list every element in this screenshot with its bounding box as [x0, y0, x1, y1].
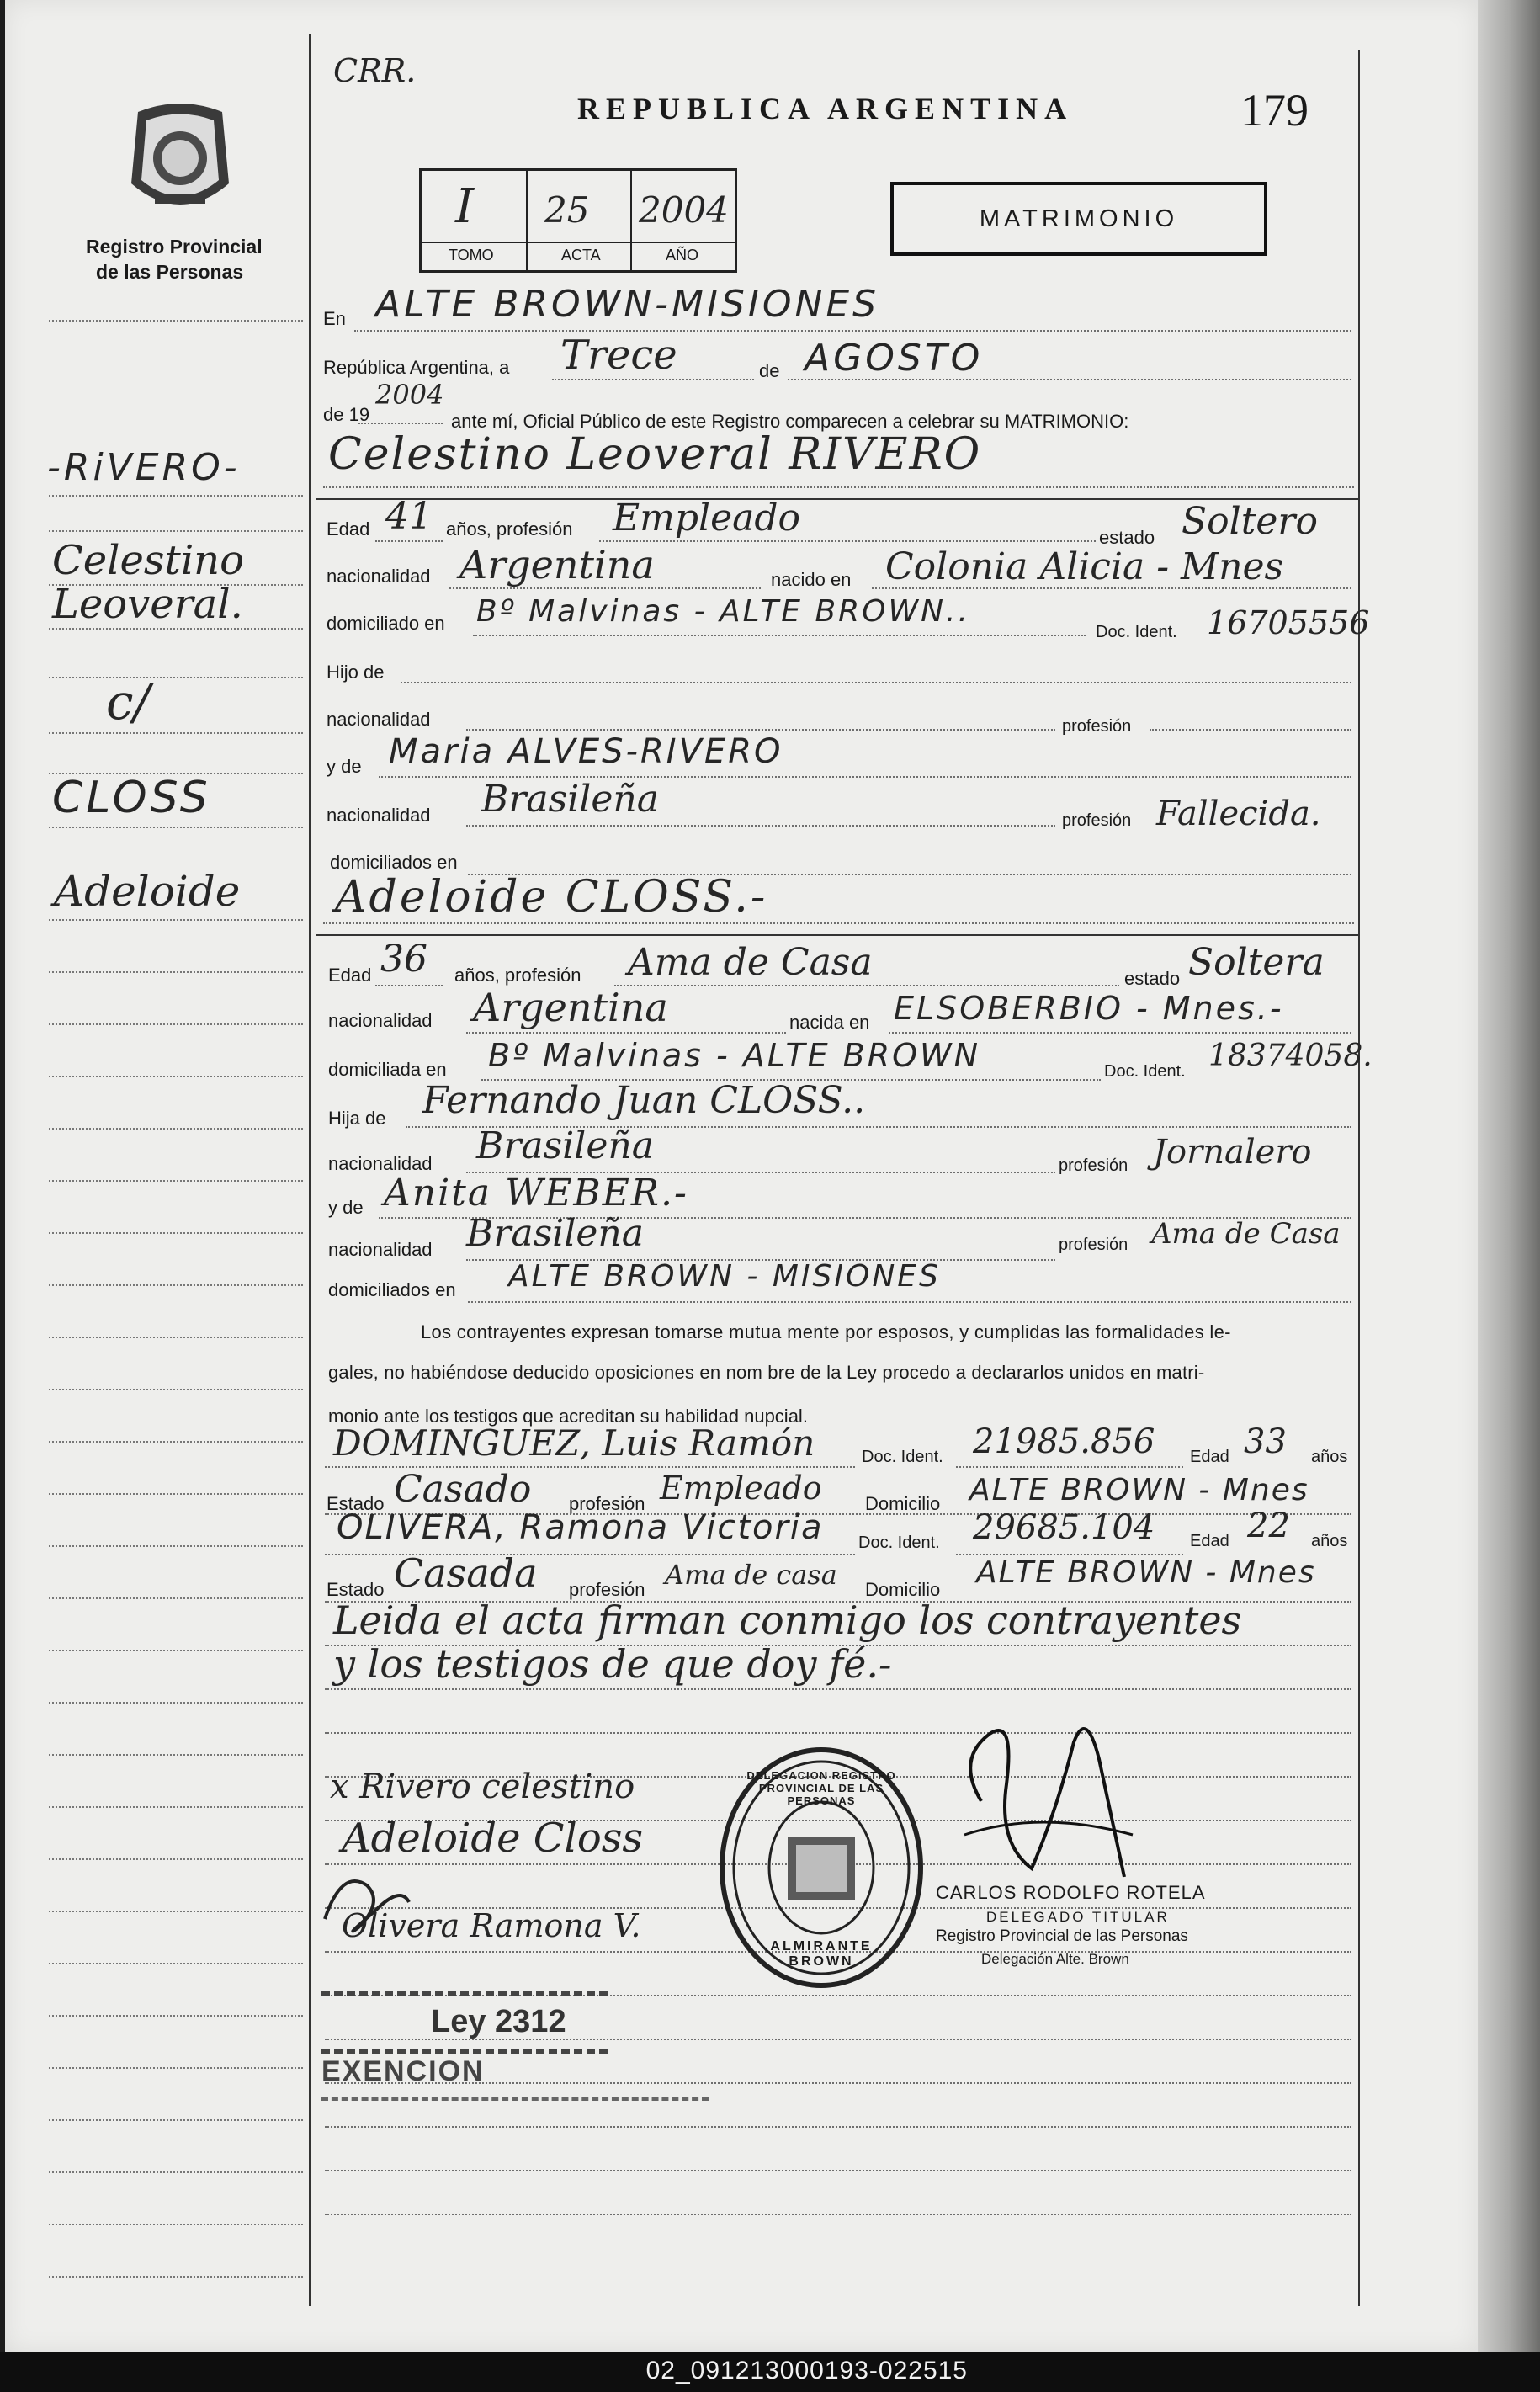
witness1-address: ALTE BROWN - Mnes — [969, 1473, 1309, 1507]
official-delegation: Delegación Alte. Brown — [981, 1951, 1129, 1967]
label-witness2-prof: profesión — [569, 1579, 645, 1600]
bride-mother-profession: Ama de Casa — [1151, 1217, 1341, 1251]
label-groom-estado: estado — [1099, 527, 1155, 548]
label-witness1-doc: Doc. Ident. — [862, 1448, 943, 1466]
official-name: CARLOS RODOLFO ROTELA — [936, 1882, 1206, 1903]
witness1-status: Casado — [394, 1468, 532, 1511]
label-bride-y-de: y de — [328, 1197, 364, 1218]
law-stamp — [321, 1991, 608, 2054]
label-groom-anos-prof: años, profesión — [446, 518, 573, 540]
label-groom-nacido: nacido en — [771, 569, 852, 590]
witness1-doc: 21985.856 — [973, 1422, 1155, 1461]
bride-birthplace: ELSOBERBIO - Mnes.- — [894, 990, 1284, 1027]
label-bride-nacida: nacida en — [789, 1012, 870, 1033]
groom-nationality: Argentina — [459, 542, 655, 587]
label-groom-mother-prof: profesión — [1062, 811, 1132, 830]
official-office: Registro Provincial de las Personas — [936, 1927, 1188, 1945]
bride-age: 36 — [380, 938, 427, 981]
provincial-emblem — [121, 99, 239, 226]
witness1-profession: Empleado — [660, 1470, 822, 1507]
document-type: MATRIMONIO — [979, 205, 1179, 232]
label-bride-edad: Edad — [328, 965, 372, 986]
legal-text-line3: monio ante los testigos que acreditan su habilidad nupcial. — [328, 1406, 808, 1427]
signature-scribble — [316, 1860, 417, 1948]
official-title: DELEGADO TITULAR — [986, 1909, 1170, 1925]
groom-mother-profession: Fallecida. — [1156, 795, 1321, 833]
official-signature — [931, 1709, 1150, 1906]
official-seal — [717, 1746, 926, 1990]
margin-bride-surname: CLOSS — [52, 773, 211, 823]
document-sheet — [5, 0, 1478, 2352]
label-de: de — [759, 360, 780, 381]
label-groom-domiciliados: domiciliados en — [330, 852, 458, 873]
label-bride-mother-nac: nacionalidad — [328, 1239, 433, 1260]
exemption-stamp-text: EXENCION — [321, 2055, 485, 2087]
closing-line2: y los testigos de que doy fé.- — [333, 1641, 892, 1687]
label-witness2-edad: Edad — [1190, 1532, 1229, 1550]
label-bride-nacionalidad: nacionalidad — [328, 1010, 433, 1031]
groom-profession: Empleado — [613, 497, 801, 540]
margin-divider — [309, 34, 311, 2306]
registry-name-line2: de las Personas — [96, 261, 244, 283]
label-bride-estado: estado — [1124, 968, 1181, 989]
label-groom-hijo: Hijo de — [327, 662, 385, 683]
closing-line1: Leida el acta firman conmigo los contrayentes — [333, 1597, 1242, 1643]
margin-bride-name: Adeloide — [54, 867, 241, 916]
witness2-status: Casada — [394, 1550, 538, 1596]
label-witness1-edad: Edad — [1190, 1448, 1229, 1466]
label-ante-mi: ante mí, Oficial Público de este Registro comparecen a celebrar su MATRIMONIO: — [451, 411, 1129, 432]
law-stamp-text: Ley 2312 — [431, 2004, 566, 2039]
label-groom-domiciliado: domiciliado en — [327, 613, 445, 634]
label-groom-nacionalidad: nacionalidad — [327, 566, 431, 587]
label-bride-anos-prof: años, profesión — [454, 965, 581, 986]
label-witness1-domicilio: Domicilio — [865, 1493, 941, 1514]
signature-bride: Adeloide Closs — [342, 1815, 644, 1862]
label-witness2-doc: Doc. Ident. — [858, 1534, 940, 1552]
label-bride-doc: Doc. Ident. — [1104, 1062, 1186, 1081]
intro-month: AGOSTO — [805, 337, 984, 380]
bride-civil-status: Soltera — [1188, 941, 1325, 984]
label-de-year: de 19 — [323, 404, 370, 425]
groom-civil-status: Soltero — [1182, 500, 1318, 543]
tomo-label: TOMO — [449, 247, 494, 263]
label-bride-domiciliados: domiciliados en — [328, 1279, 456, 1300]
label-bride-father-prof: profesión — [1059, 1156, 1128, 1175]
bride-parents-address: ALTE BROWN - MISIONES — [508, 1259, 941, 1294]
page-number: 179 — [1240, 85, 1309, 136]
seal-ring-text: DELEGACION REGISTRO PROVINCIAL DE LAS PERSONAS — [746, 1769, 896, 1807]
ano-label: AÑO — [666, 247, 699, 263]
exemption-stamp — [321, 2050, 709, 2101]
reference-box — [419, 168, 737, 273]
groom-mother-nationality: Brasileña — [481, 778, 659, 821]
signature-witness: Olivera Ramona V. — [342, 1907, 641, 1944]
legal-text-line1: Los contrayentes expresan tomarse mutua mente por esposos, y cumplidas las formalidades le- — [421, 1321, 1231, 1342]
label-groom-doc: Doc. Ident. — [1096, 623, 1177, 641]
witness2-age: 22 — [1247, 1507, 1290, 1545]
acta-value: 25 — [544, 189, 590, 231]
label-groom-father-nac: nacionalidad — [327, 709, 431, 730]
label-witness1-anos: años — [1311, 1448, 1348, 1466]
label-bride-father-nac: nacionalidad — [328, 1153, 433, 1174]
witness1-age: 33 — [1244, 1422, 1287, 1461]
groom-full-name: Celestino Leoveral RIVERO — [328, 429, 982, 480]
label-witness2-anos: años — [1311, 1532, 1348, 1550]
acta-label: ACTA — [561, 247, 601, 263]
bride-mother-nationality: Brasileña — [466, 1212, 644, 1255]
label-witness2-domicilio: Domicilio — [865, 1579, 941, 1600]
intro-year: 2004 — [375, 379, 444, 411]
intro-place: ALTE BROWN-MISIONES — [375, 283, 880, 326]
witness2-name: OLIVERA, Ramona Victoria — [337, 1508, 824, 1547]
groom-birthplace: Colonia Alicia - Mnes — [885, 545, 1284, 588]
label-en: En — [323, 308, 346, 329]
label-bride-mother-prof: profesión — [1059, 1236, 1128, 1254]
groom-parents-address: Adeloide CLOSS.- — [335, 872, 768, 922]
label-bride-domiciliada: domiciliada en — [328, 1059, 447, 1080]
margin-name2: Leoveral. — [52, 581, 243, 628]
label-witness1-prof: profesión — [569, 1493, 645, 1514]
bride-father: Fernando Juan CLOSS.. — [422, 1079, 866, 1122]
bride-address: Bº Malvinas - ALTE BROWN — [488, 1037, 981, 1074]
label-witness1-estado: Estado — [327, 1493, 385, 1514]
file-id: 02_091213000193-022515 — [645, 2357, 968, 2384]
annotation: CRR. — [333, 52, 417, 89]
label-bride-hija: Hija de — [328, 1108, 386, 1129]
groom-doc: 16705556 — [1207, 604, 1370, 641]
witness2-address: ALTE BROWN - Mnes — [976, 1555, 1316, 1590]
margin-name1: Celestino — [52, 537, 244, 584]
margin-conjunction: c/ — [106, 673, 151, 731]
label-groom-mother-nac: nacionalidad — [327, 805, 431, 826]
seal-bottom-text: ALMIRANTE BROWN — [770, 1939, 873, 1969]
label-groom-father-prof: profesión — [1062, 717, 1132, 736]
label-republica: República Argentina, a — [323, 357, 510, 378]
groom-address: Bº Malvinas - ALTE BROWN.. — [476, 594, 970, 629]
bride-nationality: Argentina — [473, 985, 668, 1030]
bride-doc: 18374058. — [1208, 1039, 1373, 1073]
country-title: REPUBLICA ARGENTINA — [577, 92, 1074, 125]
signature-groom: x Rivero celestino — [330, 1767, 635, 1806]
bride-father-nationality: Brasileña — [476, 1124, 654, 1167]
groom-age: 41 — [385, 495, 433, 538]
groom-mother: Maria ALVES-RIVERO — [389, 732, 783, 771]
bride-mother: Anita WEBER.- — [384, 1172, 688, 1215]
book-binding — [1478, 0, 1540, 2392]
legal-text-line2: gales, no habiéndose deducido oposiciones en nom bre de la Ley procedo a declararlos unidos en matri- — [328, 1362, 1205, 1383]
margin-surname: -RiVERO- — [47, 446, 241, 489]
label-groom-edad: Edad — [327, 518, 370, 540]
label-groom-y-de: y de — [327, 756, 362, 777]
bride-profession: Ama de Casa — [628, 941, 873, 984]
witness2-profession: Ama de casa — [665, 1559, 837, 1591]
label-witness2-estado: Estado — [327, 1579, 385, 1600]
tomo-value: I — [455, 179, 475, 234]
registry-name-line1: Registro Provincial — [86, 236, 263, 258]
document-type-box — [890, 182, 1267, 256]
intro-day: Trece — [560, 332, 677, 379]
ano-value: 2004 — [639, 189, 729, 231]
right-border — [1358, 50, 1360, 2306]
bride-father-profession: Jornalero — [1153, 1133, 1312, 1172]
witness1-name: DOMINGUEZ, Luis Ramón — [333, 1422, 815, 1464]
witness2-doc: 29685.104 — [973, 1508, 1155, 1547]
